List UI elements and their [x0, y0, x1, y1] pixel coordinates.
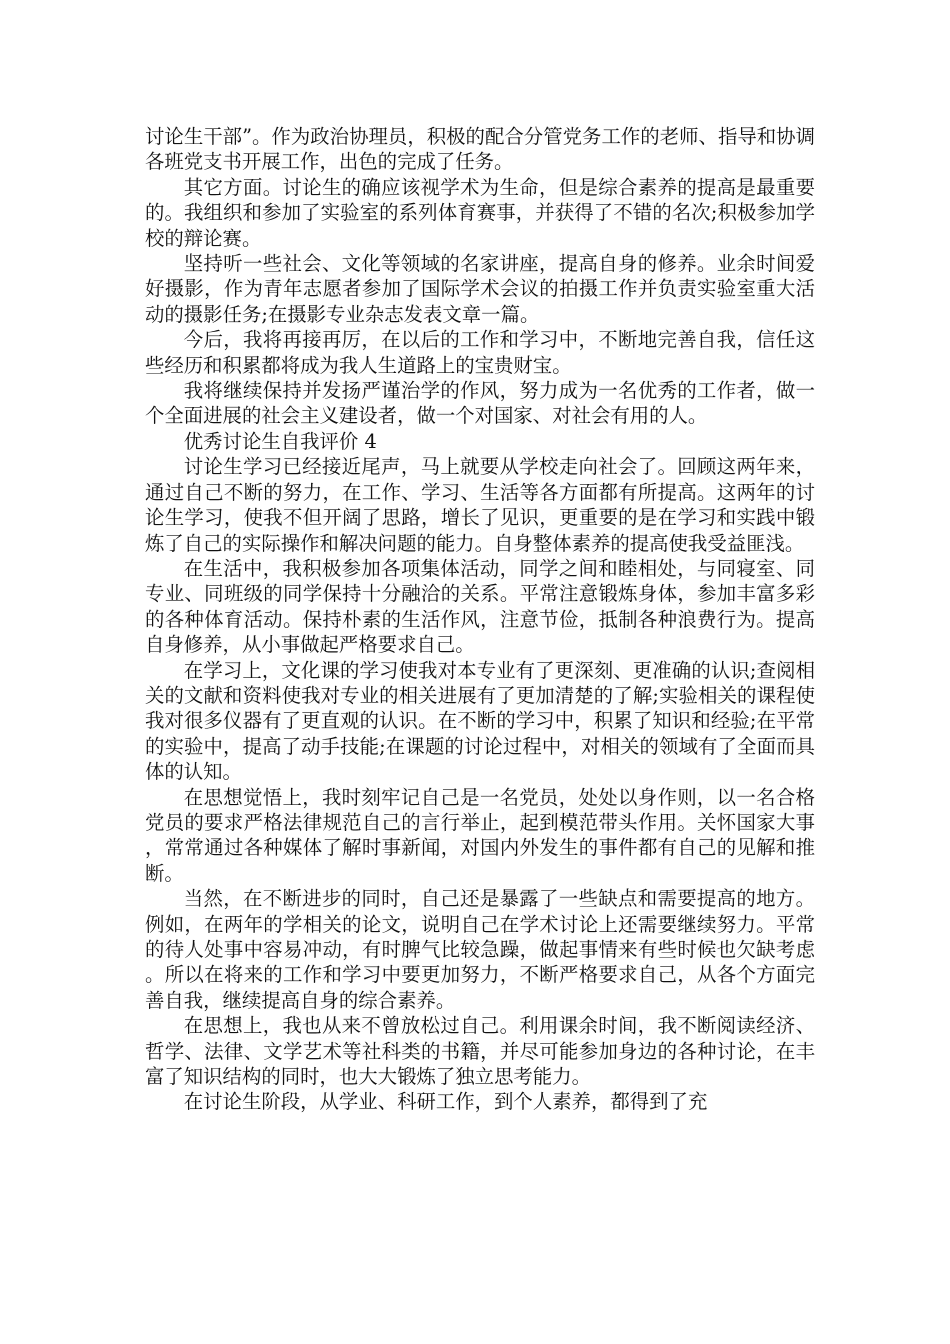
- paragraph-7: 讨论生学习已经接近尾声，马上就要从学校走向社会了。回顾这两年来，通过自己不断的努力，在工作、学习、生活等各方面都有所提高。这两年的讨论生学习，使我不但开阔了思路，增长了见识，更重要的是在学习和实践中锻炼了自己的实际操作和解决问题的能力。自身整体素养的提高使我受益匪浅。: [145, 455, 815, 555]
- paragraph-8: 在生活中，我积极参加各项集体活动，同学之间和睦相处，与同寝室、同专业、同班级的同学保持十分融洽的关系。平常注意锻炼身体，参加丰富多彩的各种体育活动。保持朴素的生活作风，注意节俭，抵制各种浪费行为。提高自身修养，从小事做起严格要求自己。: [145, 556, 815, 657]
- paragraph-10: 在思想觉悟上，我时刻牢记自己是一名党员，处处以身作则，以一名合格党员的要求严格法律规范自己的言行举止，起到模范带头作用。关怀国家大事，常常通过各种媒体了解时事新闻，对国内外发生的事件都有自己的见解和推断。: [145, 785, 815, 885]
- document-body: [145, 124, 815, 1115]
- paragraph-9: 在学习上，文化课的学习使我对本专业有了更深刻、更准确的认识;查阅相关的文献和资料使我对专业的相关进展有了更加清楚的了解;实验相关的课程使我对很多仪器有了更直观的认识。在不断的学习中，积累了知识和经验;在平常的实验中，提高了动手技能;在课题的讨论过程中，对相关的领域有了全面而具体的认知。: [145, 658, 815, 784]
- paragraph-13: 在讨论生阶段，从学业、科研工作，到个人素养，都得到了充: [183, 1090, 708, 1114]
- paragraph-1: 讨论生干部”。作为政治协理员，积极的配合分管党务工作的老师、指导和协调各班党支书开展工作，出色的完成了任务。: [145, 125, 815, 174]
- paragraph-11: 当然，在不断进步的同时，自己还是暴露了一些缺点和需要提高的地方。例如，在两年的学相关的论文，说明自己在学术讨论上还需要继续努力。平常的待人处事中容易冲动，有时脾气比较急躁，做起事情来有些时候也欠缺考虑。所以在将来的工作和学习中要更加努力，不断严格要求自己，从各个方面完善自我，继续提高自身的综合素养。: [145, 887, 815, 1012]
- paragraph-4: 今后，我将再接再厉，在以后的工作和学习中，不断地完善自我，信任这些经历和积累都将成为我人生道路上的宝贵财宝。: [145, 328, 815, 377]
- paragraph-3: 坚持听一些社会、文化等领域的名家讲座，提高自身的修养。业余时间爱好摄影，作为青年志愿者参加了国际学术会议的拍摄工作并负责实验室重大活动的摄影任务;在摄影专业杂志发表文章一篇。: [145, 252, 815, 326]
- section-heading: 优秀讨论生自我评价 4: [183, 429, 377, 453]
- paragraph-12: 在思想上，我也从来不曾放松过自己。利用课余时间，我不断阅读经济、哲学、法律、文学艺术等社科类的书籍，并尽可能参加身边的各种讨论，在丰富了知识结构的同时，也大大锻炼了独立思考能力。: [145, 1014, 815, 1089]
- paragraph-5: 我将继续保持并发扬严谨治学的作风，努力成为一名优秀的工作者，做一个全面进展的社会主义建设者，做一个对国家、对社会有用的人。: [145, 379, 815, 428]
- paragraph-2: 其它方面。讨论生的确应该视学术为生命，但是综合素养的提高是最重要的。我组织和参加了实验室的系列体育赛事，并获得了不错的名次;积极参加学校的辩论赛。: [145, 175, 815, 250]
